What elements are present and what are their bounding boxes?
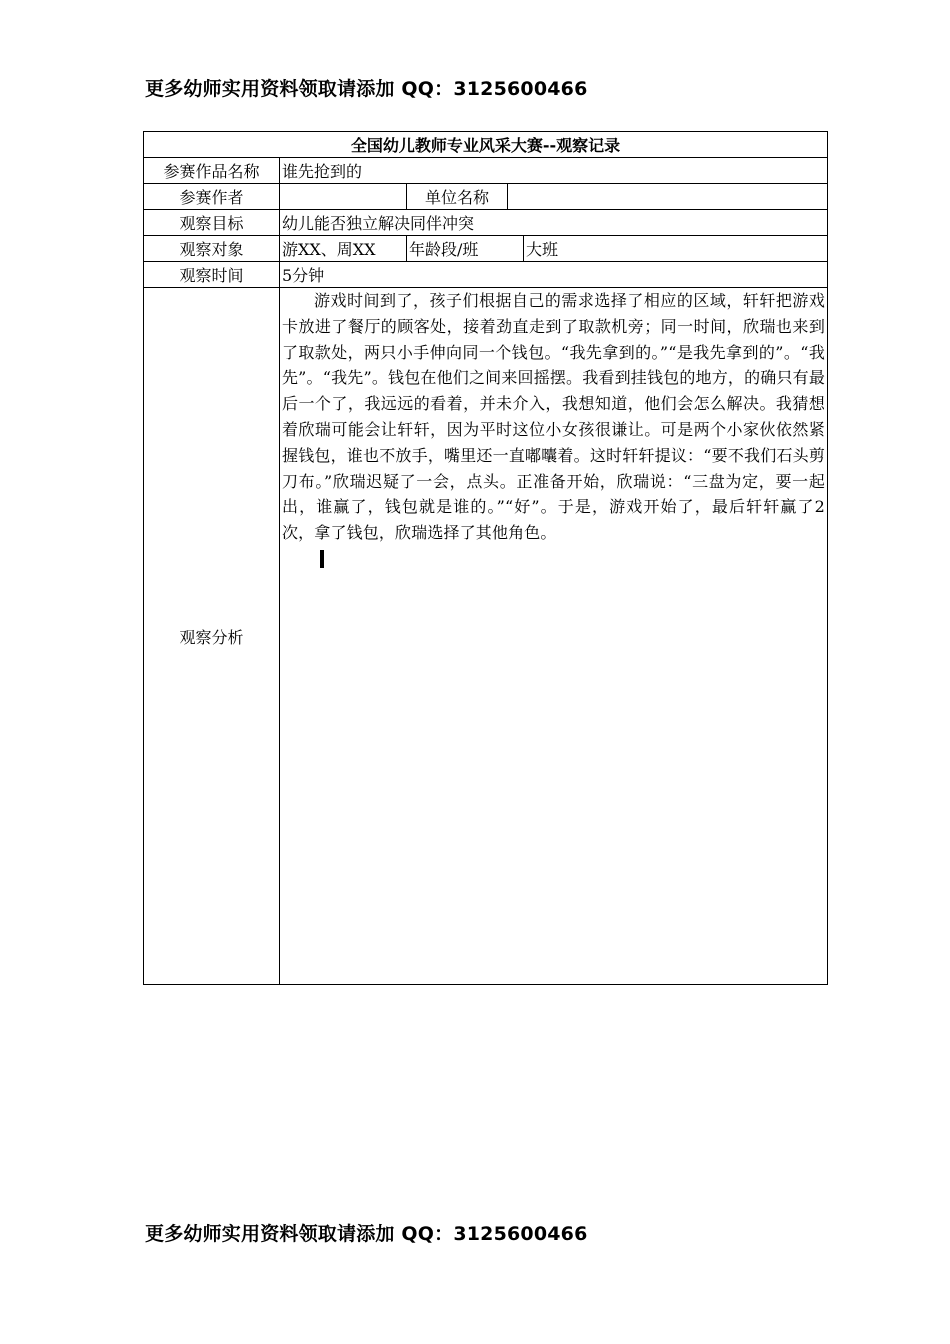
header-banner: 更多幼师实用资料领取请添加 QQ：3125600466 bbox=[145, 78, 588, 100]
table-title: 全国幼儿教师专业风采大赛--观察记录 bbox=[144, 132, 828, 158]
unit-value[interactable] bbox=[508, 184, 828, 210]
goal-label: 观察目标 bbox=[144, 210, 280, 236]
unit-label: 单位名称 bbox=[407, 184, 508, 210]
subject-label: 观察对象 bbox=[144, 236, 280, 262]
time-label: 观察时间 bbox=[144, 262, 280, 288]
work-name-label: 参赛作品名称 bbox=[144, 158, 280, 184]
time-value[interactable]: 5分钟 bbox=[280, 262, 828, 288]
age-class-label: 年龄段/班 bbox=[407, 236, 524, 262]
subject-value[interactable]: 游XX、周XX bbox=[280, 236, 407, 262]
analysis-paragraph: 游戏时间到了，孩子们根据自己的需求选择了相应的区域，轩轩把游戏卡放进了餐厅的顾客处，接着劲直走到了取款机旁；同一时间，欣瑞也来到了取款处，两只小手伸向同一个钱包。“我先拿到的。”“是我先拿到的”。“我先”。“我先”。钱包在他们之间来回摇摆。我看到挂钱包的地方，的确只有最后一个了，我远远的看着，并未介入，我想知道，他们会怎么解决。我猜想着欣瑞可能会让轩轩，因为平时这位小女孩很谦让。可是两个小家伙依然紧握钱包，谁也不放手，嘴里还一直嘟囔着。这时轩轩提议：“要不我们石头剪刀布。”欣瑞迟疑了一会，点头。正准备开始，欣瑞说：“三盘为定，要一起出，谁赢了，钱包就是谁的。”“好”。于是，游戏开始了，最后轩轩赢了2次，拿了钱包，欣瑞选择了其他角色。 bbox=[282, 291, 825, 543]
text-cursor bbox=[320, 550, 324, 568]
goal-value[interactable]: 幼儿能否独立解决同伴冲突 bbox=[280, 210, 828, 236]
footer-banner: 更多幼师实用资料领取请添加 QQ：3125600466 bbox=[145, 1223, 588, 1245]
observation-record-table bbox=[143, 131, 828, 985]
author-label: 参赛作者 bbox=[144, 184, 280, 210]
age-class-value[interactable]: 大班 bbox=[524, 236, 828, 262]
analysis-label: 观察分析 bbox=[144, 288, 280, 985]
work-name-value[interactable]: 谁先抢到的 bbox=[280, 158, 828, 184]
author-value[interactable] bbox=[280, 184, 407, 210]
analysis-text-cell[interactable] bbox=[280, 288, 828, 985]
